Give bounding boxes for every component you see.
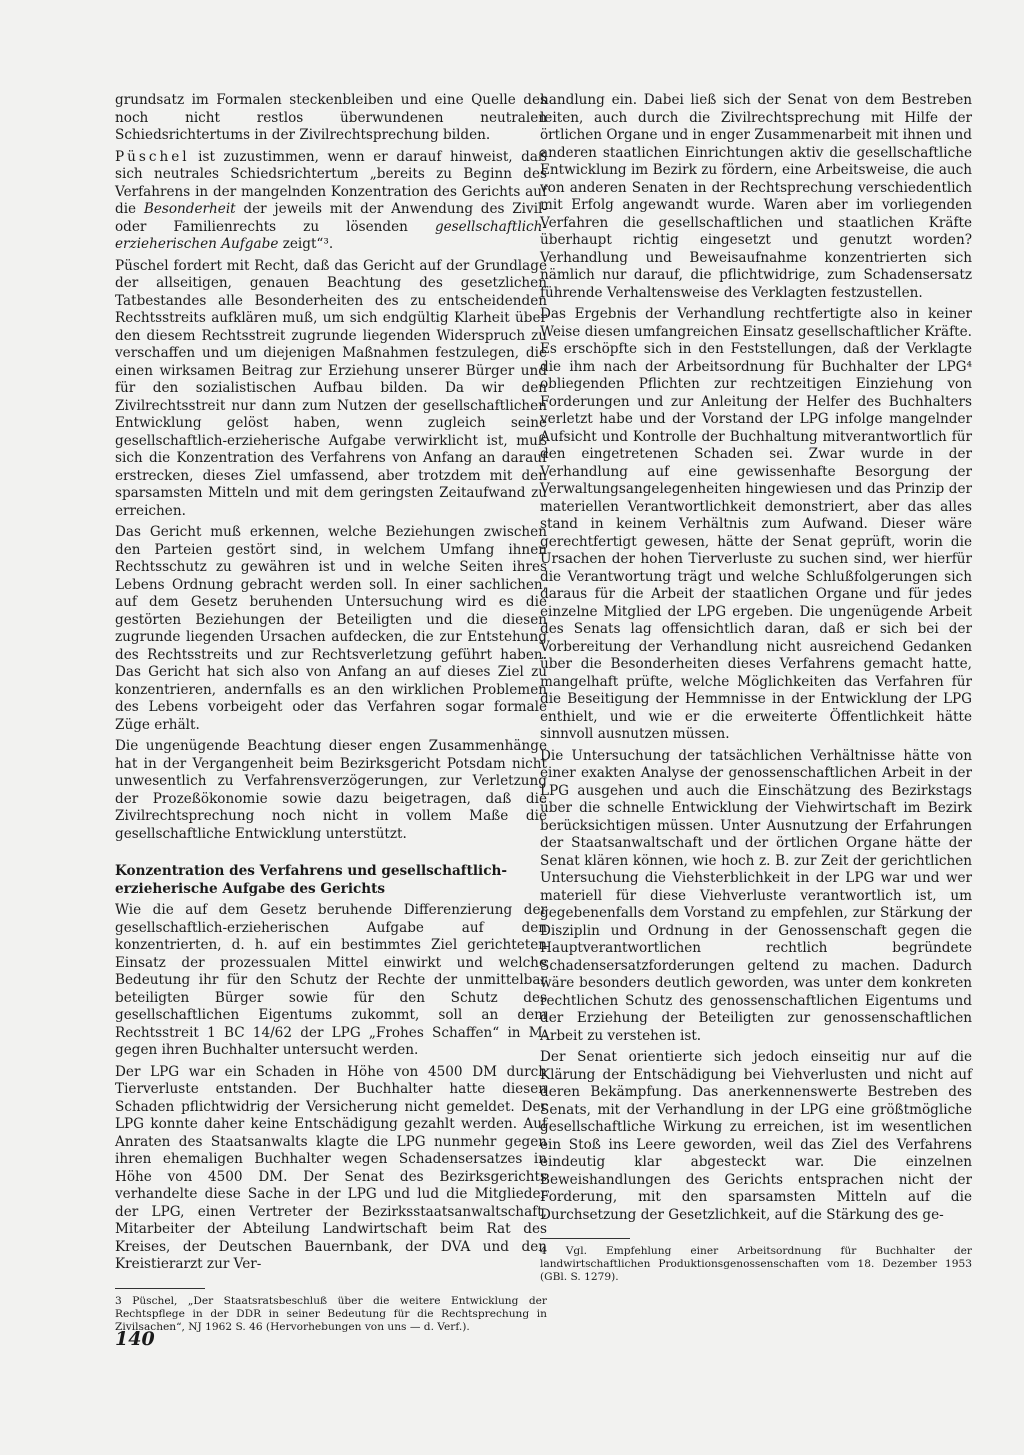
emphasis: Besonderheit [143, 201, 236, 217]
footnote: 4 Vgl. Empfehlung einer Arbeitsordnung für Buchhalter der landwirtschaftlichen Produktionsgenossenschaften vom 18. Dezember 1953 (GBl. S. 1279). [540, 1245, 972, 1283]
paragraph: Das Gericht muß erkennen, welche Beziehungen zwischen den Parteien gestört sind, in welchem Umfang ihnen Rechtsschutz zu gewähren ist und in welche Seiten ihres Lebens Ordnung gebracht werden soll. In einer sachlichen, auf dem Gesetz beruhenden Untersuchung wird es die gestörten Beziehungen der Beteiligten und die diesen zugrunde liegenden Ursachen aufdecken, die zur Entstehung des Rechtsstreits und zur Rechtsverletzung geführt haben. Das Gericht hat sich also von Anfang an auf dieses Ziel zu konzentrieren, andernfalls es an den wirklichen Problemen des Lebens vorbeigeht oder das Verfahren sogar formale Züge erhält. [115, 524, 547, 733]
left-column [115, 92, 547, 1334]
footnote-divider [540, 1238, 630, 1239]
paragraph: handlung ein. Dabei ließ sich der Senat von dem Bestreben leiten, auch durch die Zivilrechtsprechung mit Hilfe der örtlichen Organe und in enger Zusammenarbeit mit ihnen und anderen staatlichen Einrichtungen aktiv die gesellschaftliche Entwicklung im Bezirk zu fördern, eine Arbeitsweise, die auch von anderen Senaten in der Rechtsprechung verschiedentlich mit Erfolg angewandt wurde. Waren aber im vorliegenden Verfahren die gesellschaftlichen und staatlichen Kräfte überhaupt richtig eingesetzt und genutzt worden? Verhandlung und Beweisaufnahme konzentrierten sich nämlich nur darauf, die pflichtwidrige, zum Schadensersatz führende Verhaltensweise des Verklagten festzustellen. [540, 92, 972, 301]
footnote-divider [115, 1288, 205, 1289]
section-heading: Konzentration des Verfahrens und gesellschaftlich-erzieherische Aufgabe des Gerichts [115, 863, 508, 897]
paragraph: Püschel ist zuzustimmen, wenn er darauf hinweist, daß sich neutrales Schiedsrichtertum „bereits zu Beginn des Verfahrens in der mangelnden Konzentration des Gerichts auf die Besonderheit der jeweils mit der Anwendung des Zivil- oder Familienrechts zu lösenden gesellschaftlich-erzieherischen Aufgabe zeigt“³. [115, 148, 547, 252]
paragraph: Der LPG war ein Schaden in Höhe von 4500 DM durch Tierverluste entstanden. Der Buchhalter hatte diesen Schaden pflichtwidrig der Versicherung nicht gemeldet. Der LPG konnte daher keine Entschädigung gezahlt werden. Auf Anraten des Staatsanwalts klagte die LPG nunmehr gegen ihren ehemaligen Buchhalter wegen Schadensersatzes in Höhe von 4500 DM. Der Senat des Bezirksgerichts verhandelte diese Sache in der LPG und lud die Mitglieder der LPG, einen Vertreter der Bezirksstaatsanwaltschaft, Mitarbeiter der Abteilung Landwirtschaft beim Rat des Kreises, der Deutschen Bauernbank, der DVA und den Kreistierarzt zur Ver- [115, 1063, 547, 1272]
author-name: Püschel [115, 148, 190, 165]
footnote: 3 Püschel, „Der Staatsratsbeschluß über die weitere Entwicklung der Rechtspflege in der DDR in seiner Bedeutung für die Rechtsprechung in Zivilsachen“, NJ 1962 S. 46 (Hervorhebungen von uns — d. Verf.). [115, 1294, 547, 1333]
paragraph: grundsatz im Formalen steckenbleiben und eine Quelle des noch nicht restlos überwundenen neutralen Schiedsrichtertums in der Zivilrechtsprechung bilden. [115, 92, 547, 143]
paragraph: Der Senat orientierte sich jedoch einseitig nur auf die Klärung der Entschädigung bei Viehverlusten und nicht auf deren Bekämpfung. Das anerkennenswerte Bestreben des Senats, mit der Verhandlung in der LPG eine größtmögliche gesellschaftliche Wirkung zu erreichen, ist im wesentlichen ein Stoß ins Leere geworden, weil das Ziel des Verfahrens eindeutig klar abgesteckt war. Die einzelnen Beweishandlungen des Gerichts entsprachen nicht der Forderung, mit den sparsamsten Mitteln auf die Durchsetzung der Gesetzlichkeit, auf die Stärkung des ge- [540, 1049, 972, 1223]
paragraph: Wie die auf dem Gesetz beruhende Differenzierung der gesellschaftlich-erzieherischen Aufgabe auf den konzentrierten, d. h. auf ein bestimmtes Ziel gerichteten Einsatz der prozessualen Mittel einwirkt und welche Bedeutung ihr für den Schutz der Rechte der unmittelbar beteiligten Bürger sowie für den Schutz des gesellschaftlichen Eigentums zukommt, soll an dem Rechtsstreit 1 BC 14/62 der LPG „Frohes Schaffen“ in M. gegen ihren Buchhalter untersucht werden. [115, 902, 547, 1058]
paragraph: Das Ergebnis der Verhandlung rechtfertigte also in keiner Weise diesen umfangreichen Einsatz gesellschaftlicher Kräfte. Es erschöpfte sich in den Feststellungen, daß der Verklagte die ihm nach der Arbeitsordnung für Buchhalter der LPG⁴ obliegenden Pflichten zur rechtzeitigen Einziehung von Forderungen und zur Anleitung der Helfer des Buchhalters verletzt habe und der Vorstand der LPG infolge mangelnder Aufsicht und Kontrolle der Buchhaltung mitverantwortlich für den eingetretenen Schaden sei. Zwar wurde in der Verhandlung auf eine gewissenhafte Besorgung der Verwaltungsangelegenheiten hingewiesen und das Prinzip der materiellen Verantwortlichkeit demonstriert, aber das alles stand in keinem Verhältnis zum Aufwand. Dieser wäre gerechtfertigt gewesen, hätte der Senat geprüft, worin die Ursachen der hohen Tierverluste zu suchen sind, wer hierfür die Verantwortung trägt und welche Schlußfolgerungen sich daraus für die Arbeit der staatlichen Organe und für jedes einzelne Mitglied der LPG ergeben. Die ungenügende Arbeit des Senats lag offensichtlich daran, daß er sich bei der Vorbereitung der Verhandlung nicht ausreichend Gedanken über die Besonderheiten dieses Verfahrens gemacht hatte, mangelhaft prüfte, welche Möglichkeiten das Verfahren für die Beseitigung der Hemmnisse in der Entwicklung der LPG enthielt, und wie er die erweiterte Öffentlichkeit hätte sinnvoll ausnutzen müssen. [540, 306, 972, 742]
paragraph: Die ungenügende Beachtung dieser engen Zusammenhänge hat in der Vergangenheit beim Bezirksgericht Potsdam nicht unwesentlich zu Verfahrensverzögerungen, zur Verletzung der Prozeßökonomie sowie dazu beigetragen, daß die Zivilrechtsprechung noch nicht in vollem Maße die gesellschaftliche Entwicklung unterstützt. [115, 738, 547, 842]
right-column [540, 92, 972, 1284]
paragraph: Püschel fordert mit Recht, daß das Gericht auf der Grundlage der allseitigen, genauen Beachtung des gesetzlichen Tatbestandes alle Besonderheiten des zu entscheidenden Rechtsstreits aufklären muß, um sich endgültig Klarheit über den diesem Rechtsstreit zugrunde liegenden Widerspruch zu verschaffen und um diejenigen Maßnahmen festzulegen, die einen wirksamen Beitrag zur Erziehung unserer Bürger und für den sozialistischen Aufbau bilden. Da wir den Zivilrechtsstreit nur dann zum Nutzen der gesellschaftlichen Entwicklung gelöst haben, wenn zugleich seine gesellschaftlich-erzieherische Aufgabe verwirklicht ist, muß sich die Konzentration des Verfahrens von Anfang an darauf erstrecken, dieses Ziel umfassend, aber trotzdem mit den sparsamsten Mitteln und mit dem geringsten Zeitaufwand zu erreichen. [115, 257, 547, 519]
emphasis: gesellschaftlich-erzieherischen Aufgabe [115, 218, 547, 252]
page-number: 140 [115, 1328, 155, 1350]
paragraph: Die Untersuchung der tatsächlichen Verhältnisse hätte von einer exakten Analyse der genossenschaftlichen Arbeit in der LPG ausgehen und auch die Einschätzung des Bezirkstags über die schnelle Entwicklung der Viehwirtschaft im Bezirk berücksichtigen müssen. Unter Ausnutzung der Erfahrungen der Staatsanwaltschaft und der örtlichen Organe hätte der Senat klären können, wie hoch z. B. zur Zeit der gerichtlichen Untersuchung die Viehsterblichkeit in der LPG war und wer materiell für diese Viehverluste verantwortlich ist, um gegebenenfalls dem Vorstand zu empfehlen, zur Stärkung der Disziplin und Ordnung in der Genossenschaft gegen die Hauptverantwortlichen rechtlich begründete Schadensersatzforderungen geltend zu machen. Dadurch wäre besonders deutlich geworden, was unter dem konkreten rechtlichen Schutz des genossenschaftlichen Eigentums und der Erziehung der Beteiligten zur genossenschaftlichen Arbeit zu verstehen ist. [540, 747, 972, 1044]
